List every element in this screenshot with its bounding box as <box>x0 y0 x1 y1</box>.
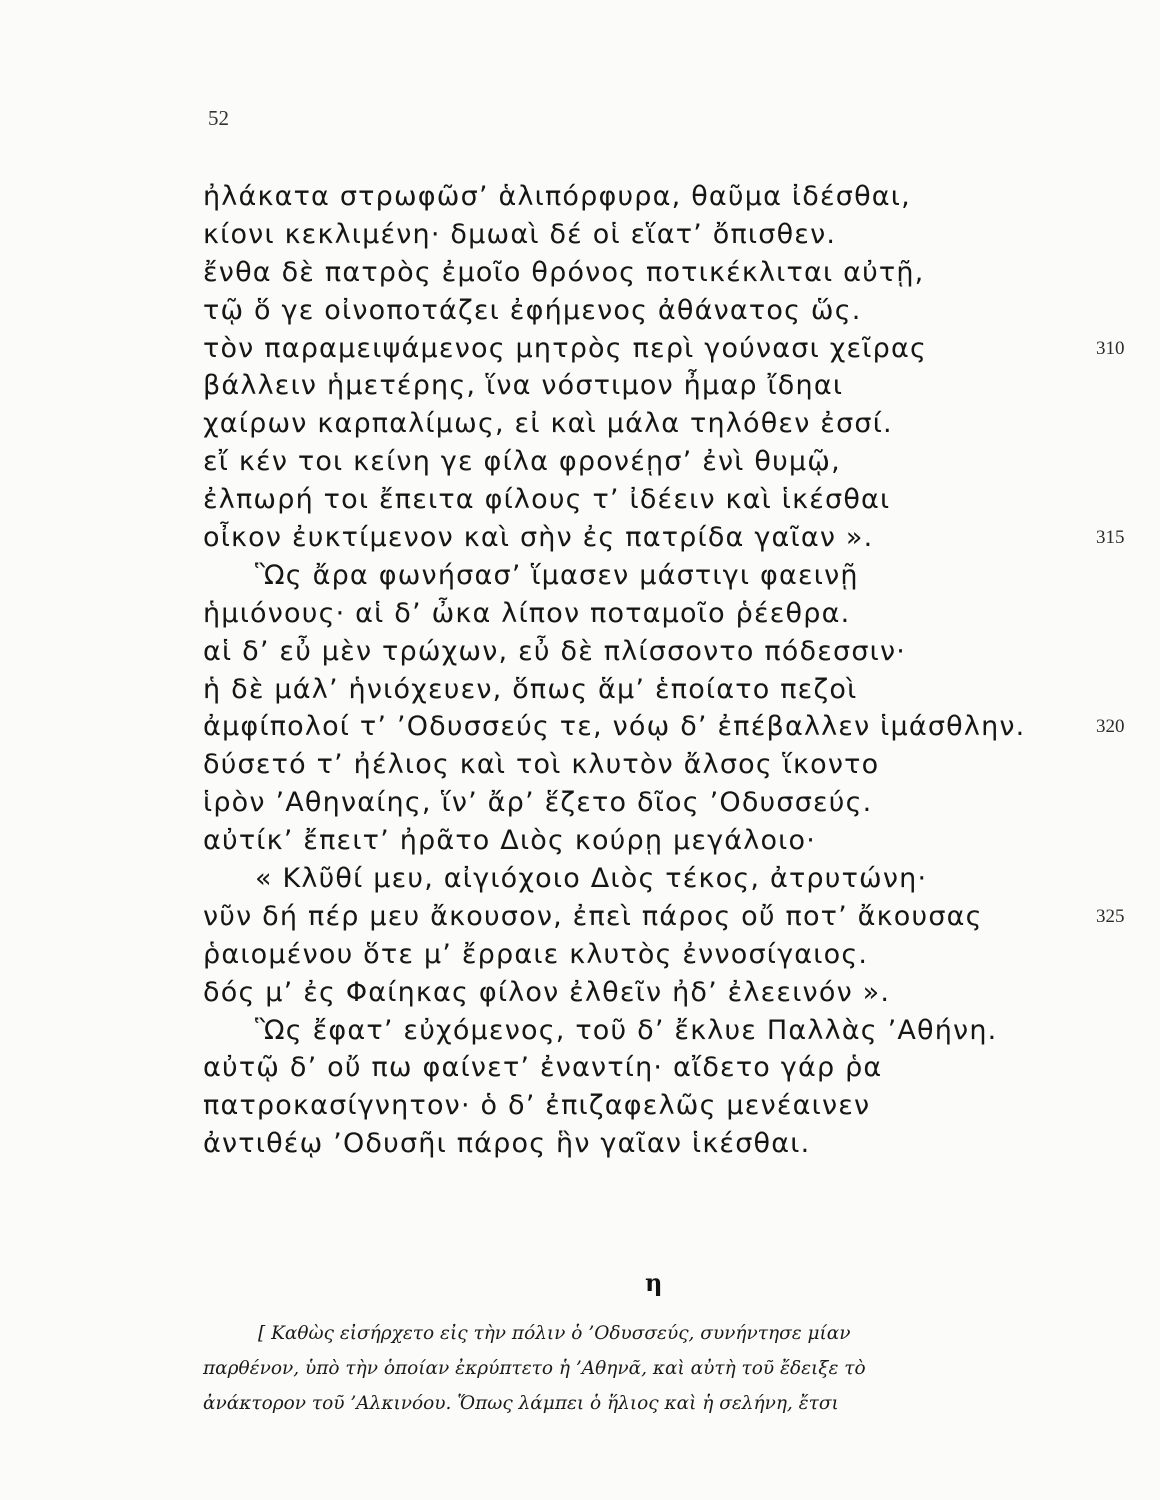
page-number: 52 <box>208 106 229 130</box>
summary-line: παρθένον, ὑπὸ τὴν ὁποίαν ἐκρύπτετο ἡ ’Αθηνᾶ, καὶ αὐτὴ τοῦ ἔδειξε τὸ <box>203 1358 866 1379</box>
verse-text: αἱ δ’ εὖ μὲν τρώχων, εὖ δὲ πλίσσοντο πόδεσσιν· <box>203 635 907 667</box>
verse-text: ῥαιομένου ὅτε μ’ ἔρραιε κλυτὸς ἐννοσίγαιος. <box>203 938 869 970</box>
verse-text: ἀντιθέῳ ’Οδυσῆι πάρος ἣν γαῖαν ἱκέσθαι. <box>203 1128 811 1160</box>
verse-line <box>0 557 1160 595</box>
verse-line <box>0 367 1160 405</box>
verse-line <box>0 708 1160 746</box>
verse-text: κίονι κεκλιμένη· δμωαὶ δέ οἱ εἵατ’ ὄπισθεν. <box>203 218 837 250</box>
line-number: 320 <box>1096 716 1125 738</box>
verse-line <box>0 216 1160 254</box>
verse-block <box>0 178 1160 1163</box>
verse-text: ἐλπωρή τοι ἔπειτα φίλους τ’ ἰδέειν καὶ ἱκέσθαι <box>203 484 891 516</box>
verse-text: ἠλάκατα στρωφῶσ’ ἁλιπόρφυρα, θαῦμα ἰδέσθαι, <box>203 181 911 212</box>
book-summary <box>203 1316 1128 1421</box>
verse-text: νῦν δή πέρ μευ ἄκουσον, ἐπεὶ πάρος οὔ ποτ’ ἄκουσας <box>203 900 983 932</box>
verse-text: εἴ κέν τοι κείνη γε φίλα φρονέῃσ’ ἐνὶ θυμῷ, <box>203 446 841 478</box>
verse-line <box>0 519 1160 557</box>
verse-text: βάλλειν ἡμετέρης, ἵνα νόστιμον ἦμαρ ἴδηαι <box>203 370 844 402</box>
verse-line <box>0 481 1160 519</box>
verse-line <box>0 671 1160 709</box>
verse-line <box>0 292 1160 330</box>
verse-line <box>0 784 1160 822</box>
verse-line <box>0 1087 1160 1125</box>
verse-text: δός μ’ ἐς Φαίηκας φίλον ἐλθεῖν ἠδ’ ἐλεεινόν ». <box>203 976 891 1008</box>
verse-line <box>0 1049 1160 1087</box>
verse-line <box>0 330 1160 368</box>
verse-line <box>0 746 1160 784</box>
verse-line <box>0 898 1160 936</box>
verse-text: τὸν παραμειψάμενος μητρὸς περὶ γούνασι χεῖρας <box>203 332 928 364</box>
verse-line <box>0 974 1160 1012</box>
summary-line: [ Καθὼς εἰσήρχετο εἰς τὴν πόλιν ὁ ’Οδυσσεύς, συνήντησε μίαν <box>258 1323 851 1344</box>
verse-text: Ὣς ἔφατ’ εὐχόμενος, τοῦ δ’ ἔκλυε Παλλὰς ’Αθήνη. <box>255 1014 998 1046</box>
verse-text: « Κλῦθί μευ, αἰγιόχοιο Διὸς τέκος, ἀτρυτώνη· <box>255 863 928 895</box>
verse-text: αὐτῷ δ’ οὔ πω φαίνετ’ ἐναντίη· αἴδετο γάρ ῥα <box>203 1052 883 1084</box>
verse-text: Ὣς ἄρα φωνήσασ’ ἵμασεν μάστιγι φαεινῇ <box>255 559 859 591</box>
line-number: 325 <box>1096 905 1125 927</box>
verse-line <box>0 822 1160 860</box>
verse-text: ἡμιόνους· αἱ δ’ ὦκα λίπον ποταμοῖο ῥέεθρα. <box>203 597 851 629</box>
verse-text: αὐτίκ’ ἔπειτ’ ἠρᾶτο Διὸς κούρῃ μεγάλοιο· <box>203 825 817 857</box>
verse-text: ἡ δὲ μάλ’ ἡνιόχευεν, ὅπως ἅμ’ ἑποίατο πεζοὶ <box>203 673 858 705</box>
verse-line <box>0 936 1160 974</box>
verse-line <box>0 178 1160 216</box>
verse-text: τῷ ὅ γε οἰνοποτάζει ἐφήμενος ἀθάνατος ὥς. <box>203 294 862 326</box>
line-number: 310 <box>1096 337 1125 359</box>
verse-text: οἶκον ἐυκτίμενον καὶ σὴν ἐς πατρίδα γαῖαν ». <box>203 522 874 554</box>
verse-line <box>0 1125 1160 1163</box>
verse-text: πατροκασίγνητον· ὁ δ’ ἐπιζαφελῶς μενέαινεν <box>203 1090 871 1122</box>
book-letter: η <box>645 1268 663 1297</box>
verse-line <box>0 405 1160 443</box>
verse-text: ἀμφίπολοί τ’ ’Οδυσσεύς τε, νόῳ δ’ ἐπέβαλλεν ἱμάσθλην. <box>203 711 1026 743</box>
verse-line <box>0 633 1160 671</box>
verse-text: ἱρὸν ’Αθηναίης, ἵν’ ἄρ’ ἕζετο δῖος ’Οδυσσεύς. <box>203 787 873 819</box>
summary-line: ἀνάκτορον τοῦ ’Αλκινόου. Ὅπως λάμπει ὁ ἥλιος καὶ ἡ σελήνη, ἔτσι <box>203 1393 839 1414</box>
verse-line <box>0 1012 1160 1050</box>
verse-text: δύσετό τ’ ἠέλιος καὶ τοὶ κλυτὸν ἄλσος ἵκοντο <box>203 749 880 781</box>
verse-text: χαίρων καρπαλίμως, εἰ καὶ μάλα τηλόθεν ἐσσί. <box>203 408 893 440</box>
verse-line <box>0 860 1160 898</box>
verse-text: ἔνθα δὲ πατρὸς ἐμοῖο θρόνος ποτικέκλιται αὐτῇ, <box>203 256 925 288</box>
line-number: 315 <box>1096 527 1125 549</box>
verse-line <box>0 595 1160 633</box>
verse-line <box>0 443 1160 481</box>
verse-line <box>0 254 1160 292</box>
